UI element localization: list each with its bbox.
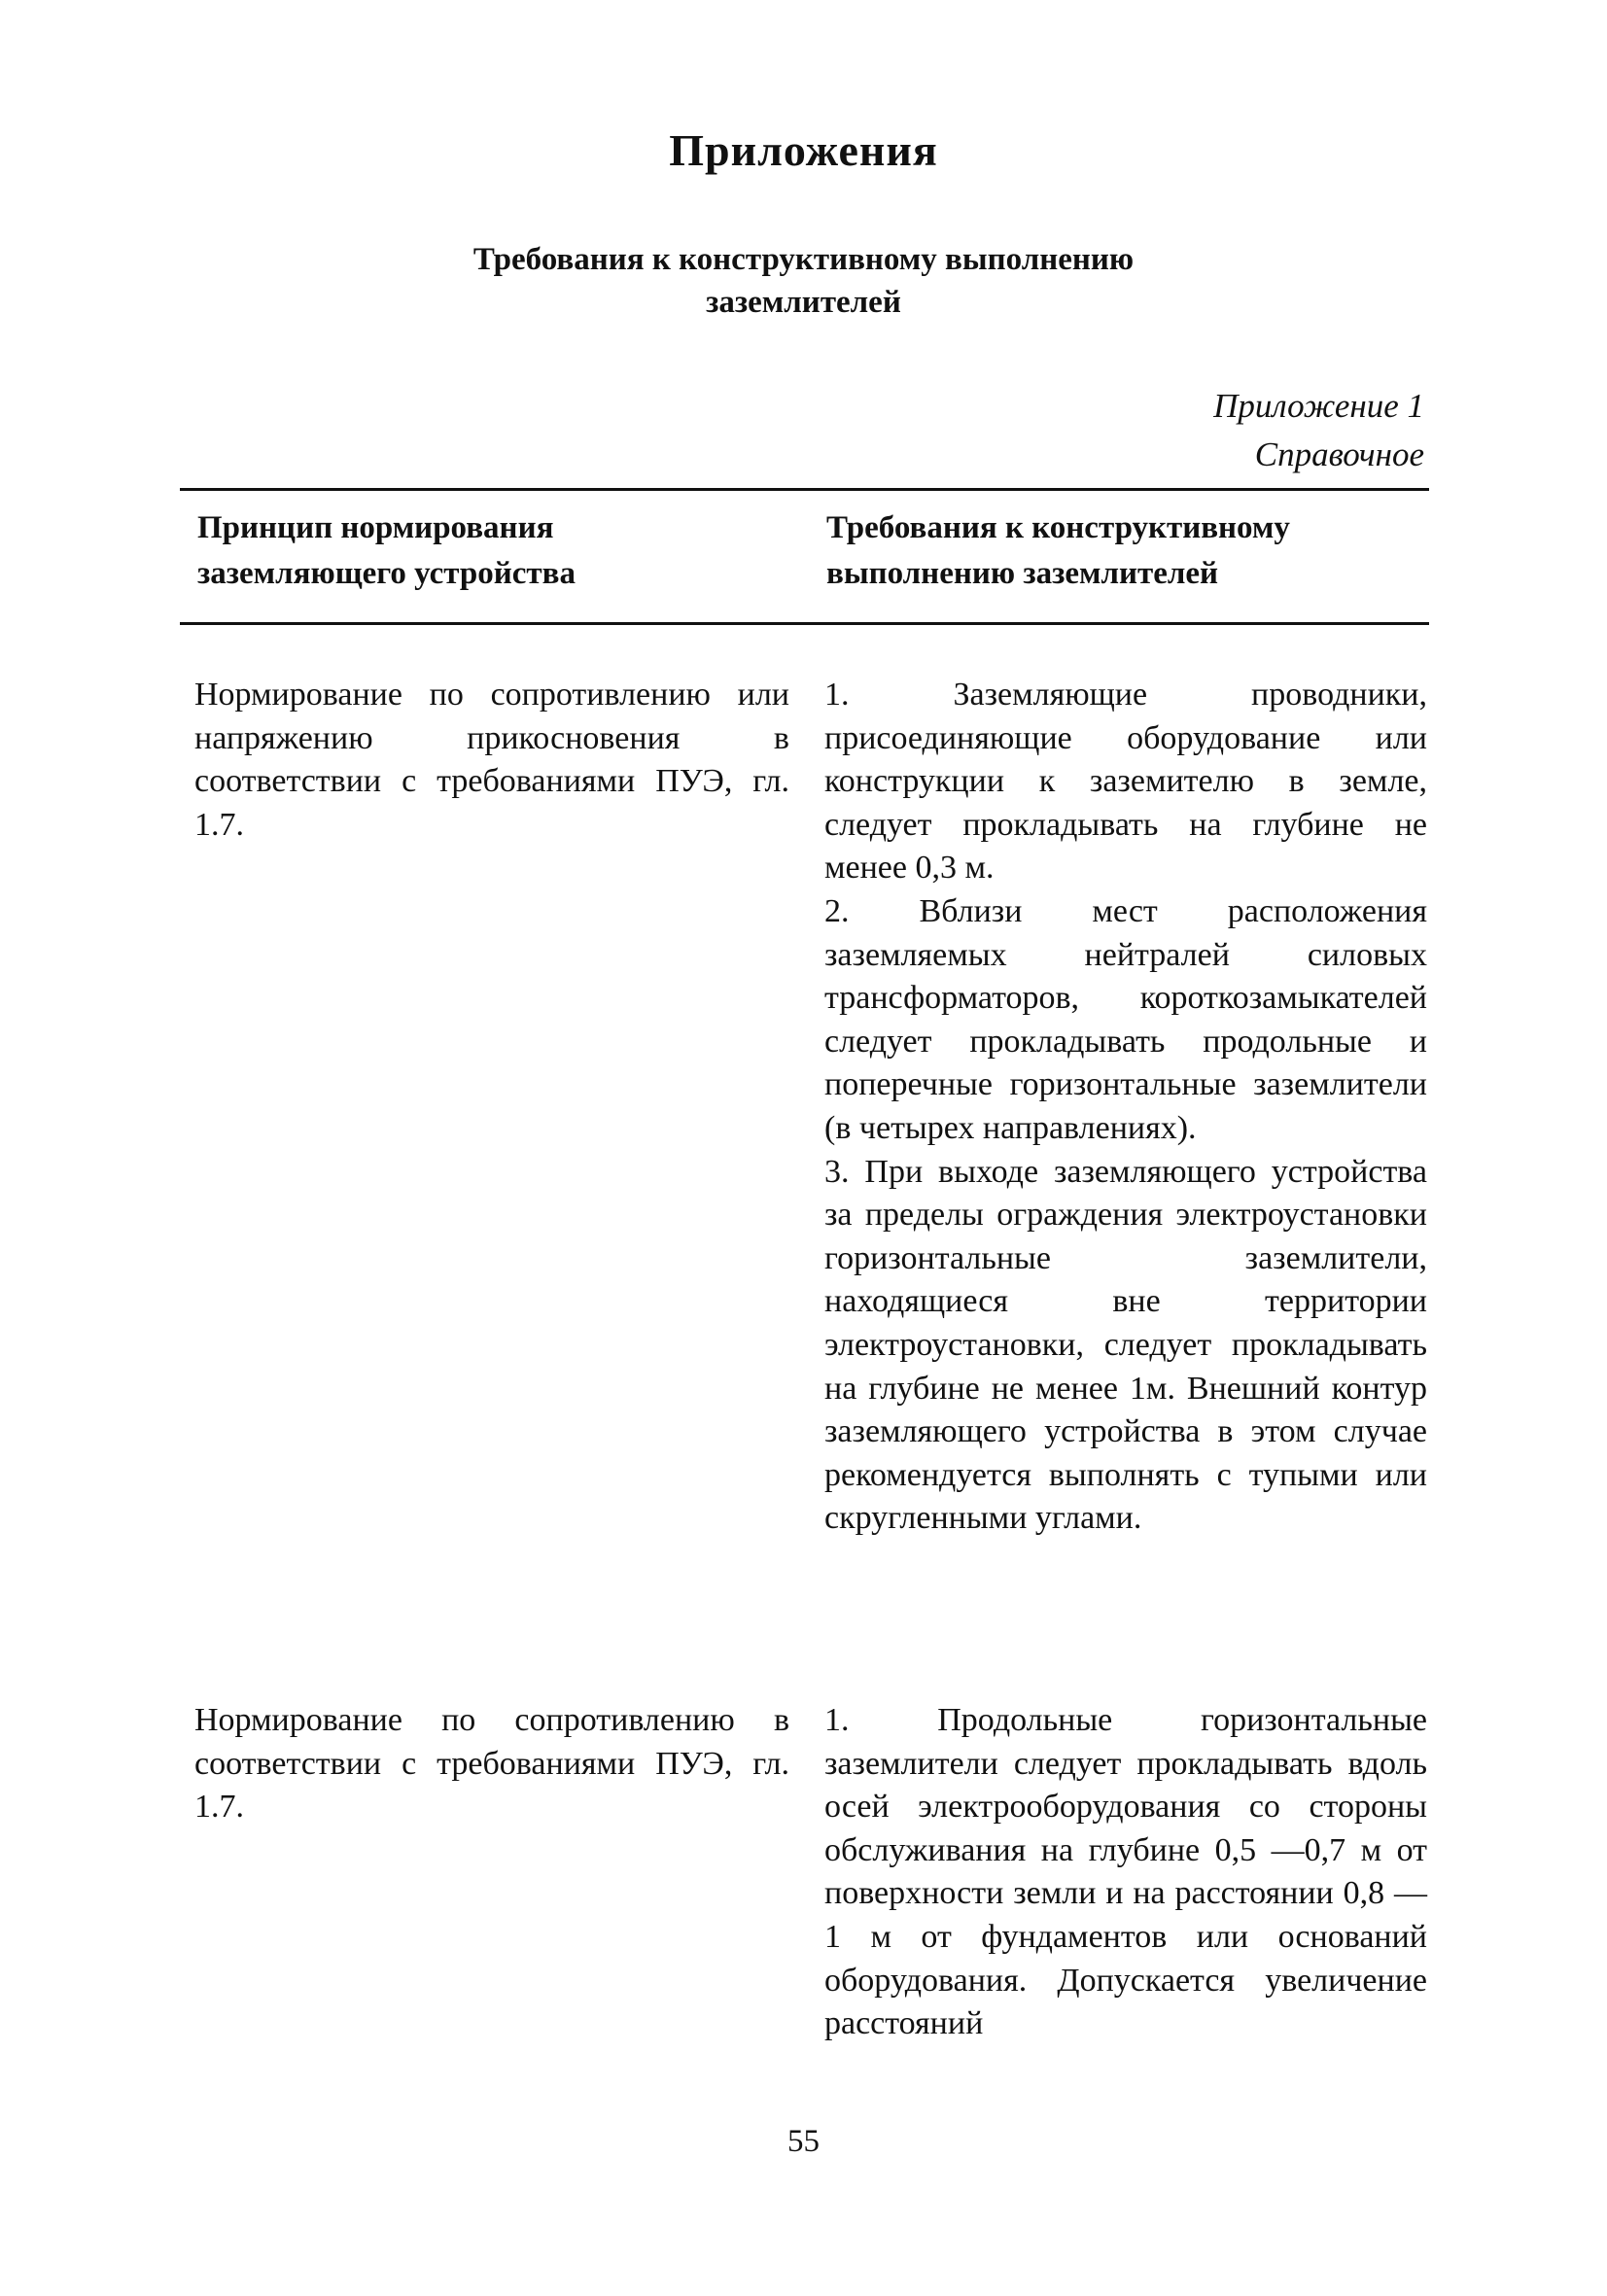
table-row-2-requirements: [824, 1699, 1427, 2046]
appendix-type: Справочное: [1254, 435, 1424, 473]
table-row-2-principle: [194, 1699, 789, 1829]
requirement-item-1: 1. Заземляющие проводники, присоединяющие оборудование или конструкции к заземителю в земле, следует прокладывать на глубине не менее 0,3 м.: [824, 677, 1427, 887]
page-title: Приложения: [669, 125, 938, 175]
appendix-number: Приложение 1: [1213, 387, 1424, 425]
requirement-item-2: 2. Вблизи мест расположения заземляемых нейтралей силовых трансформаторов, короткозамыкателей следует прокладывать продольные и поперечные горизонтальные заземлители (в четырех направлениях).: [824, 892, 1427, 1146]
table-header-principle: [197, 505, 742, 597]
section-title: [0, 238, 1607, 324]
appendix-label: [1213, 382, 1424, 479]
header-principle-line2: заземляющего устройства: [197, 556, 576, 591]
table-top-rule: [180, 488, 1429, 491]
table-row-1-requirements: [824, 674, 1427, 1541]
header-requirements-line1: Требования к конструктивному: [826, 510, 1290, 545]
table-row-1-principle: [194, 674, 789, 847]
requirement-item-1: 1. Продольные горизонтальные заземлители следует прокладывать вдоль осей электрооборудования со стороны обслуживания на глубине 0,5 —0,7 м от поверхности земли и на расстоянии 0,8 —1 м от фундаментов или оснований оборудования. Допускается увеличение расстояний: [824, 1702, 1427, 2042]
page-number: 55: [787, 2124, 820, 2159]
principle-text: Нормирование по сопротивлению в соответствии с требованиями ПУЭ, гл. 1.7.: [194, 1702, 789, 1826]
section-title-line1: Требования к конструктивному выполнению: [472, 242, 1135, 277]
principle-text: Нормирование по сопротивлению или напряжению прикосновения в соответствии с требованиями ПУЭ, гл. 1.7.: [194, 677, 789, 843]
header-requirements-line2: выполнению заземлителей: [826, 556, 1219, 591]
requirement-item-3: 3. При выходе заземляющего устройства за пределы ограждения электроустановки горизонтальные заземлители, находящиеся вне территории электроустановки, следует прокладывать на глубине не менее 1м. Внешний контур заземляющего устройства в этом случае рекомендуется выполнять с тупыми или скругленными углами.: [824, 1153, 1427, 1537]
table-header-requirements: [826, 505, 1429, 597]
table-header-rule: [180, 622, 1429, 625]
section-title-line2: заземлителей: [706, 285, 901, 320]
header-principle-line1: Принцип нормирования: [197, 510, 554, 545]
